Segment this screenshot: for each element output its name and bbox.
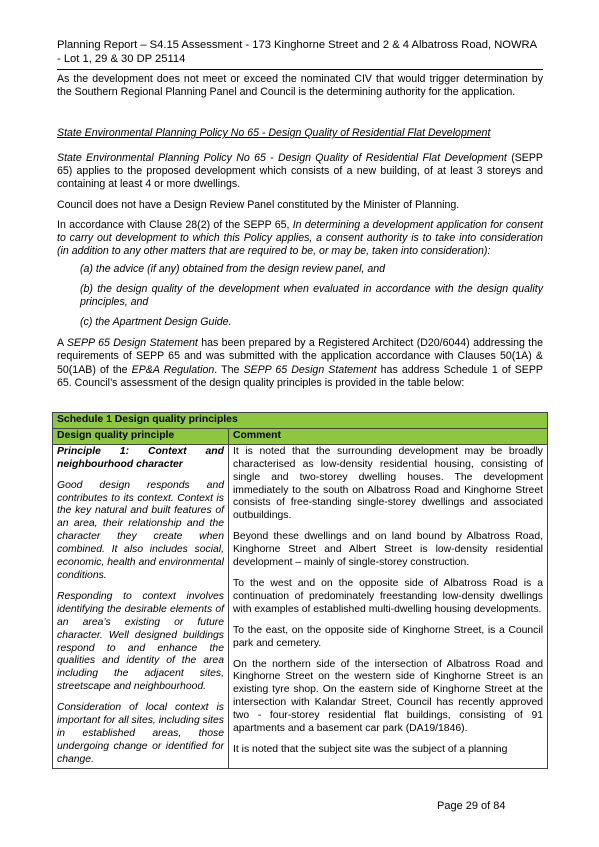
sepp65-paragraph [57,152,543,191]
clause-quote: In determining a development application for consent to carry out development to which this Policy applies, a consent authority is to take into consideration (in addition to any other matters that are required to be, or may be, taken into consideration): [57,218,543,257]
schedule-table [52,412,548,769]
design-review-paragraph: Council does not have a Design Review Panel constituted by the Minister of Planning. [57,198,460,211]
intro-paragraph: As the development does not meet or exceed the nominated CIV that would trigger determination by the Southern Regional Planning Panel and Council is the determining authority for the application. [57,73,543,99]
section-title: State Environmental Planning Policy No 65 - Design Quality of Residential Flat Development [57,127,491,140]
text-run: has address Schedule 1 of SEPP 65. Council’s assessment of the design quality principles is provided in the table below: [57,363,543,389]
principle-paragraph: Good design responds and contributes to its context. Context is the key natural and built features of an area, their relationship and the character they create when combined. It also includes social, economic, health and environmental conditions. [57,479,224,581]
text-run: . The [214,363,244,376]
document-body [57,72,543,390]
text-run: A [57,337,67,350]
clause-item: (a) the advice (if any) obtained from the design review panel, and [80,262,386,275]
comment-paragraph: To the west and on the opposite side of Albatross Road is a continuation of predominately freestanding low-density dwellings with examples of established multi-dwelling housing developments. [233,577,543,615]
comment-paragraph: It is noted that the surrounding development may be broadly characterised as low-density residential housing, consisting of single and two-storey dwelling houses. The development immediately to the south on Albatross Road and Kinghorne Street consists of free-standing single-storey dwellings and associated outbuildings. [233,445,543,522]
sepp65-text: (SEPP 65) applies to the proposed development which consists of a new building, of at least 3 storeys and containing at least 4 or more dwellings. [57,152,543,191]
comment-paragraph: To the east, on the opposite side of Kinghorne Street, is a Council park and cemetery. [233,624,543,649]
design-statement-paragraph [57,337,543,389]
clause-item: (c) the Apartment Design Guide. [80,316,232,329]
comment-paragraph: Beyond these dwellings and on land bound by Albatross Road, Kinghorne Street and Albert Street is low-density residential development – mainly of single-storey construction. [233,531,543,569]
principle-cell [53,444,229,768]
design-statement-ref: SEPP 65 Design Statement [243,363,377,376]
text-run: has been prepared by a Registered Architect (D20/6044) addressing the requirements of SEPP 65 and was submitted with the application accordance with Clauses 50(1A) & 50(1AB) of the [57,337,543,376]
comment-cell [229,444,548,768]
comment-paragraph: On the northern side of the intersection of Albatross Road and Kinghorne Street on the western side of Kinghorne Street is an existing tyre shop. On the eastern side of Kinghorne Street at the intersection with Kalandar Street, Council has recently approved two - four-storey residential flat buildings, consisting of 91 apartments and a basement car park (DA19/1846). [233,658,543,735]
column-header-principle: Design quality principle [53,428,229,444]
table-header-row [53,428,548,444]
design-statement-ref: SEPP 65 Design Statement [66,337,198,350]
table-title-row [53,413,548,429]
header-divider [57,69,543,70]
column-header-comment: Comment [229,428,548,444]
page-header: Planning Report – S4.15 Assessment - 173 Kinghorne Street and 2 & 4 Albatross Road, NOWRA - Lot 1, 29 & 30 DP 25114 [57,39,537,65]
clause-lead: In accordance with Clause 28(2) of the SEPP 65, [57,218,293,231]
principle-paragraph: Responding to context involves identifying the desirable elements of an area’s existing or future character. Well designed buildings respond to and enhance the qualities and identity of the area including the adjacent sites, streetscape and neighbourhood. [57,590,224,693]
principle-title: Principle 1: Context and neighbourhood character [57,445,224,470]
table-row [53,444,548,768]
clause-item: (b) the design quality of the development when evaluated in accordance with the design quality principles, and [80,283,543,309]
principle-paragraph: Consideration of local context is important for all sites, including sites in established areas, those undergoing change or identified for change. [57,702,224,765]
clause-items-list [57,263,543,329]
table-title: Schedule 1 Design quality principles [53,413,548,429]
clause-paragraph [57,219,543,258]
page-number: Page 29 of 84 [437,800,506,812]
regulation-ref: EP&A Regulation [131,363,215,376]
sepp65-name: State Environmental Planning Policy No 65 - Design Quality of Residential Flat Development [57,152,507,165]
comment-paragraph: It is noted that the subject site was the subject of a planning [233,743,508,755]
